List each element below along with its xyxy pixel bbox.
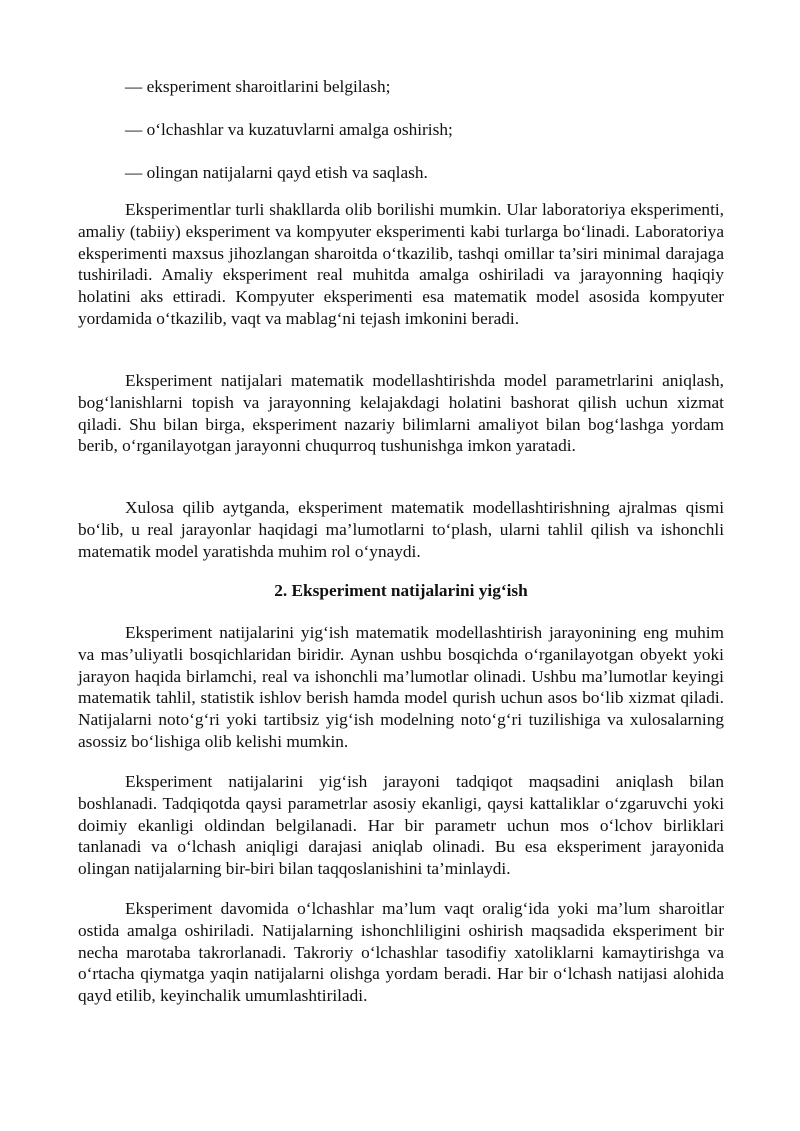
list-item: — eksperiment sharoitlarini belgilash; xyxy=(125,77,391,96)
paragraph: Eksperiment davomida o‘lchashlar ma’lum vaqt oralig‘ida yoki ma’lum sharoitlar ostida amalga oshiriladi. Natijalarning ishonchliligini oshirish maqsadida eksperiment bir necha marotaba takrorlanadi. Takroriy o‘lchashlar tasodifiy xatoliklarni kamaytirishga va o‘rtacha qiymatga yaqin natijalarni olishga yordam beradi. Har bir o‘lchash natijasi alohida qayd etilib, keyinchalik umumlashtiriladi. xyxy=(78,899,724,1006)
list-item: — o‘lchashlar va kuzatuvlarni amalga oshirish; xyxy=(125,120,453,139)
paragraph: Eksperimentlar turli shakllarda olib borilishi mumkin. Ular laboratoriya eksperimenti, amaliy (tabiiy) eksperiment va kompyuter eksperimenti kabi turlarga bo‘linadi. Laboratoriya eksperimenti maxsus jihozlangan sharoitda o‘tkazilib, tashqi omillar ta’siri minimal darajaga tushiriladi. Amaliy eksperiment real muhitda amalga oshiriladi va jarayonning haqiqiy holatini aks ettiradi. Kompyuter eksperimenti esa matematik model asosida kompyuter yordamida o‘tkazilib, vaqt va mablag‘ni tejash imkonini beradi. xyxy=(78,200,724,328)
paragraph: Eksperiment natijalari matematik modellashtirishda model parametrlarini aniqlash, bog‘lanishlarni topish va jarayonning kelajakdagi holatini bashorat qilish uchun xizmat qiladi. Shu bilan birga, eksperiment nazariy bilimlarni amaliyot bilan bog‘lashga yordam berib, o‘rganilayotgan jarayonni chuqurroq tushunishga imkon yaratadi. xyxy=(78,371,724,456)
list-item: — olingan natijalarni qayd etish va saqlash. xyxy=(125,163,428,182)
paragraph: Xulosa qilib aytganda, eksperiment matematik modellashtirishning ajralmas qismi bo‘lib, u real jarayonlar haqidagi ma’lumotlarni to‘plash, ularni tahlil qilish va ishonchli matematik model yaratishda muhim rol o‘ynaydi. xyxy=(78,498,724,561)
section-heading: 2. Eksperiment natijalarini yig‘ish xyxy=(274,581,528,600)
paragraph: Eksperiment natijalarini yig‘ish matematik modellashtirish jarayonining eng muhim va mas’uliyatli bosqichlaridan biridir. Aynan ushbu bosqichda o‘rganilayotgan obyekt yoki jarayon haqida birlamchi, real va ishonchli ma’lumotlar olinadi. Ushbu ma’lumotlar keyingi matematik tahlil, statistik ishlov berish hamda model qurish uchun asos bo‘lib xizmat qiladi. Natijalarni noto‘g‘ri yoki tartibsiz yig‘ish modelning noto‘g‘ri tuzilishiga va xulosalarning asossiz bo‘lishiga olib kelishi mumkin. xyxy=(78,623,724,751)
paragraph: Eksperiment natijalarini yig‘ish jarayoni tadqiqot maqsadini aniqlash bilan boshlanadi. Tadqiqotda qaysi parametrlar asosiy ekanligi, qaysi kattaliklar o‘zgaruvchi yoki doimiy ekanligi oldindan belgilanadi. Har bir parametr uchun mos o‘lchov birliklari tanlanadi va o‘lchash aniqligi darajasi aniqlab olinadi. Bu esa eksperiment jarayonida olingan natijalarning bir-biri bilan taqqoslanishini ta’minlaydi. xyxy=(78,772,724,879)
